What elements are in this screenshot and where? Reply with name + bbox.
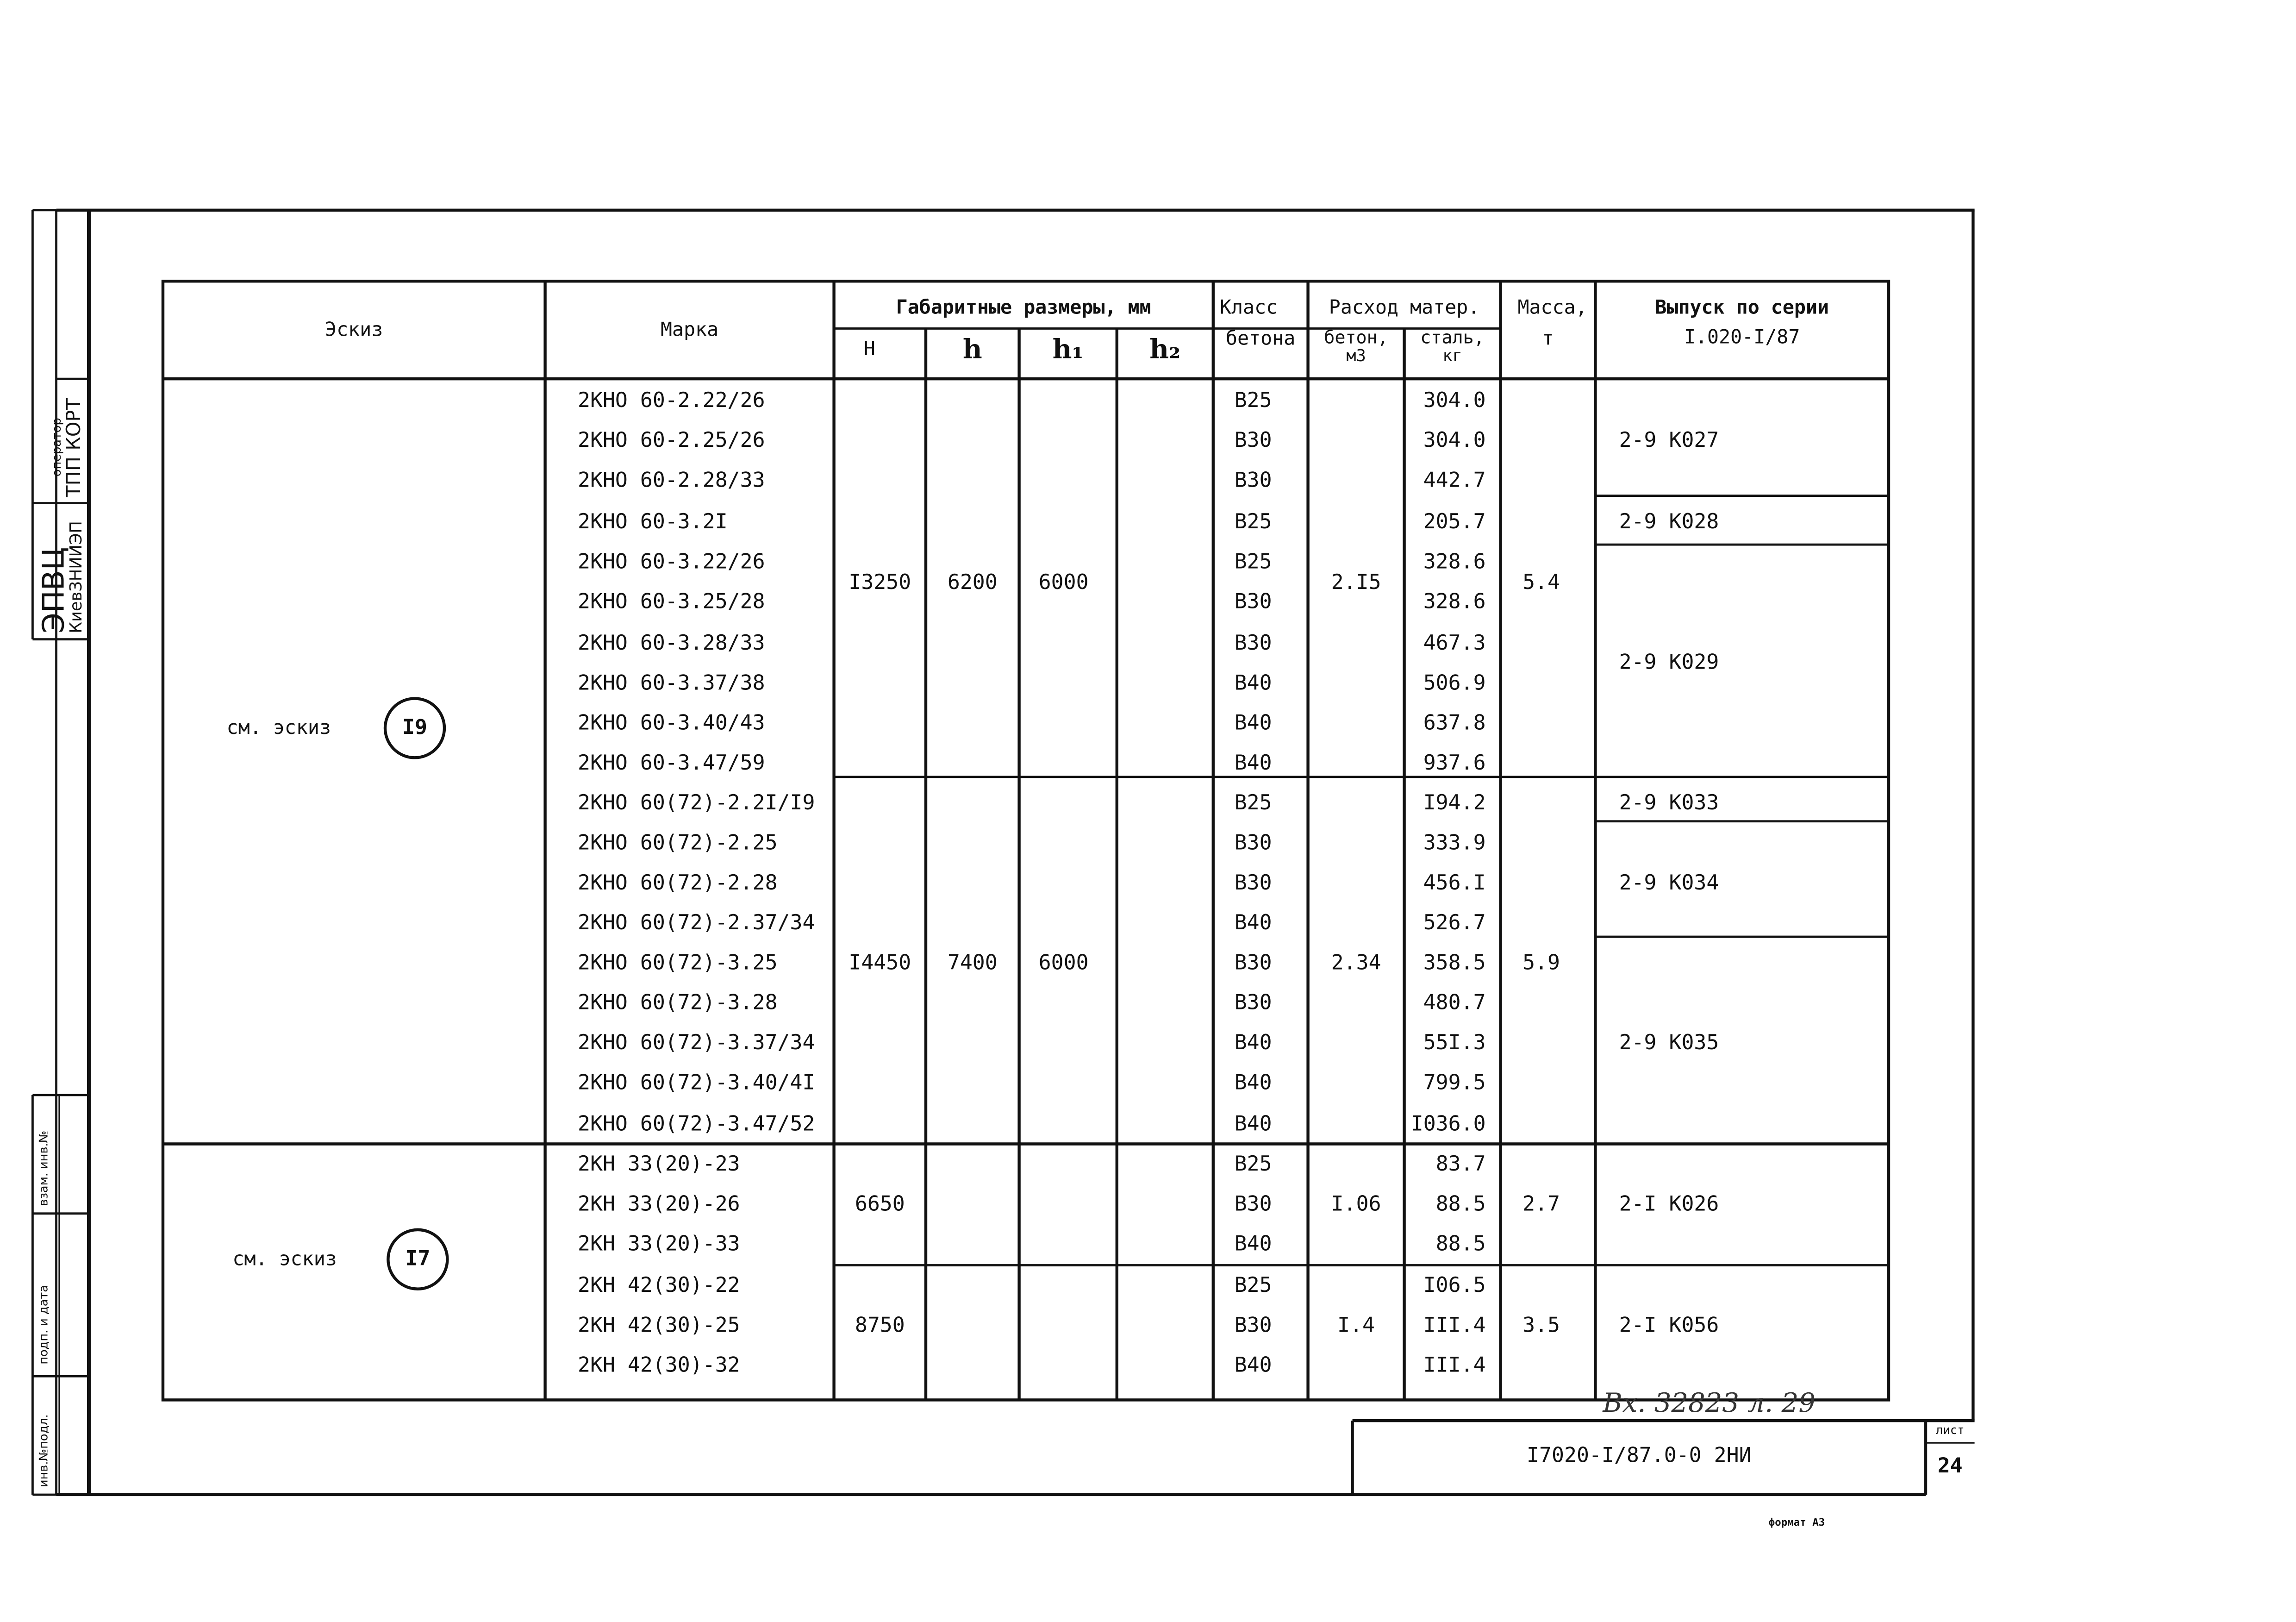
stal-cell: 205.7 — [1423, 510, 1486, 534]
header-beton-unit: м3 — [1346, 346, 1366, 366]
klass-cell: В40 — [1234, 671, 1272, 696]
marka-cell: 2КНО 60-2.22/26 — [578, 389, 765, 413]
format-label: формат А3 — [1768, 1516, 1825, 1529]
marka-cell: 2КН 33(20)-26 — [578, 1192, 740, 1217]
H-cell: 8750 — [855, 1314, 905, 1338]
stamp-inv: инв.№подл. — [37, 1414, 50, 1487]
klass-cell: В40 — [1234, 752, 1272, 776]
klass-cell: В30 — [1234, 1192, 1272, 1217]
marka-cell: 2КНО 60-2.28/33 — [578, 469, 765, 493]
marka-cell: 2КН 33(20)-23 — [578, 1152, 740, 1177]
header-h2: h₂ — [1149, 334, 1181, 366]
klass-cell: В40 — [1234, 1031, 1272, 1055]
stal-cell: I06.5 — [1423, 1274, 1486, 1298]
vypusk-cell: 2-9 К035 — [1619, 1031, 1719, 1055]
handwritten-note: Вх. 32823 л. 29 — [1603, 1388, 1816, 1419]
vypusk-cell: 2-9 К029 — [1619, 651, 1719, 675]
klass-cell: В30 — [1234, 469, 1272, 493]
stal-cell: III.4 — [1423, 1354, 1486, 1378]
vypusk-cell: 2-I К056 — [1619, 1314, 1719, 1338]
header-massa-unit: т — [1542, 328, 1554, 351]
stamp-tpp: ТПП КОРТ — [63, 398, 86, 497]
header-klass: Класс — [1219, 297, 1278, 320]
marka-cell: 2КНО 60(72)-3.25 — [578, 952, 778, 976]
stal-cell: 456.I — [1423, 871, 1486, 896]
stal-cell: 358.5 — [1423, 952, 1486, 976]
massa-cell: 2.7 — [1522, 1192, 1560, 1217]
marka-cell: 2КН 42(30)-32 — [578, 1354, 740, 1378]
stamp-podp: подп. и дата — [37, 1285, 50, 1365]
marka-cell: 2КН 42(30)-22 — [578, 1274, 740, 1298]
marka-cell: 2КНО 60(72)-3.28 — [578, 991, 778, 1015]
klass-cell: В30 — [1234, 429, 1272, 453]
stal-cell: 526.7 — [1423, 911, 1486, 935]
klass-cell: В40 — [1234, 712, 1272, 736]
marka-cell: 2КНО 60(72)-3.37/34 — [578, 1031, 815, 1055]
marka-cell: 2КН 33(20)-33 — [578, 1233, 740, 1257]
klass-cell: В25 — [1234, 510, 1272, 534]
vypusk-cell: 2-9 К028 — [1619, 510, 1719, 534]
stal-cell: 304.0 — [1423, 429, 1486, 453]
sheet-number: 24 — [1937, 1454, 1963, 1478]
header-klass-beton: бетона — [1226, 328, 1296, 351]
header-h: h — [962, 334, 982, 366]
beton-cell: 2.34 — [1331, 952, 1381, 976]
H-cell: I3250 — [849, 571, 911, 595]
stal-cell: I036.0 — [1410, 1113, 1486, 1137]
klass-cell: В40 — [1234, 911, 1272, 935]
header-H: Н — [863, 338, 875, 361]
stamp-institute: КиевЗНИИЭП — [67, 521, 86, 633]
h1-cell: 6000 — [1038, 571, 1089, 595]
marka-cell: 2КНО 60-3.25/28 — [578, 590, 765, 614]
klass-cell: В40 — [1234, 1233, 1272, 1257]
beton-cell: I.4 — [1337, 1314, 1375, 1338]
klass-cell: В30 — [1234, 991, 1272, 1015]
marka-cell: 2КНО 60-3.47/59 — [578, 752, 765, 776]
header-beton: бетон, — [1324, 327, 1388, 348]
massa-cell: 3.5 — [1522, 1314, 1560, 1338]
beton-cell: 2.I5 — [1331, 571, 1381, 595]
vypusk-cell: 2-9 К033 — [1619, 791, 1719, 815]
stal-cell: 304.0 — [1423, 389, 1486, 413]
klass-cell: В30 — [1234, 832, 1272, 856]
document-code: I7020-I/87.0-0 2НИ — [1527, 1444, 1752, 1468]
stal-cell: 799.5 — [1423, 1071, 1486, 1096]
header-seria: I.020-I/87 — [1684, 327, 1800, 350]
massa-cell: 5.9 — [1522, 952, 1560, 976]
klass-cell: В40 — [1234, 1354, 1272, 1378]
marka-cell: 2КНО 60-2.25/26 — [578, 429, 765, 453]
stal-cell: I94.2 — [1423, 791, 1486, 815]
stamp-vzam: взам. инв.№ — [37, 1130, 50, 1206]
marka-cell: 2КНО 60-3.37/38 — [578, 671, 765, 696]
klass-cell: В25 — [1234, 389, 1272, 413]
klass-cell: В25 — [1234, 1152, 1272, 1177]
stal-cell: 88.5 — [1435, 1192, 1486, 1217]
stal-cell: 637.8 — [1423, 712, 1486, 736]
beton-cell: I.06 — [1331, 1192, 1381, 1217]
stal-cell: 333.9 — [1423, 832, 1486, 856]
klass-cell: В30 — [1234, 871, 1272, 896]
marka-cell: 2КН 42(30)-25 — [578, 1314, 740, 1338]
H-cell: I4450 — [849, 952, 911, 976]
marka-cell: 2КНО 60-3.22/26 — [578, 550, 765, 575]
eskiz-text-2: см. эскиз — [232, 1249, 337, 1271]
klass-cell: В25 — [1234, 1274, 1272, 1298]
eskiz-number-1: I9 — [384, 697, 446, 759]
header-eskiz: Эскиз — [325, 319, 383, 342]
h-cell: 7400 — [947, 952, 998, 976]
marka-cell: 2КНО 60(72)-2.25 — [578, 832, 778, 856]
klass-cell: В30 — [1234, 590, 1272, 614]
marka-cell: 2КНО 60(72)-3.47/52 — [578, 1113, 815, 1137]
massa-cell: 5.4 — [1522, 571, 1560, 595]
klass-cell: В30 — [1234, 1314, 1272, 1338]
marka-cell: 2КНО 60(72)-2.2I/I9 — [578, 791, 815, 815]
stal-cell: III.4 — [1423, 1314, 1486, 1338]
stal-cell: 467.3 — [1423, 632, 1486, 656]
stal-cell: 328.6 — [1423, 590, 1486, 614]
klass-cell: В25 — [1234, 791, 1272, 815]
klass-cell: В25 — [1234, 550, 1272, 575]
header-stal-unit: кг — [1442, 346, 1462, 366]
header-h1: h₁ — [1052, 334, 1084, 366]
header-massa: Масса, — [1517, 297, 1587, 320]
vypusk-cell: 2-9 К034 — [1619, 871, 1719, 896]
stal-cell: 88.5 — [1435, 1233, 1486, 1257]
stal-cell: 937.6 — [1423, 752, 1486, 776]
H-cell: 6650 — [855, 1192, 905, 1217]
klass-cell: В40 — [1234, 1071, 1272, 1096]
marka-cell: 2КНО 60(72)-2.28 — [578, 871, 778, 896]
stal-cell: 55I.3 — [1423, 1031, 1486, 1055]
klass-cell: В30 — [1234, 952, 1272, 976]
header-vypusk: Выпуск по серии — [1655, 297, 1829, 320]
header-stal: сталь, — [1420, 327, 1485, 348]
klass-cell: В30 — [1234, 632, 1272, 656]
h1-cell: 6000 — [1038, 952, 1089, 976]
sheet-label: лист — [1935, 1423, 1965, 1437]
header-marka: Марка — [660, 319, 719, 342]
marka-cell: 2КНО 60(72)-3.40/4I — [578, 1071, 815, 1096]
klass-cell: В40 — [1234, 1113, 1272, 1137]
eskiz-number-2: I7 — [387, 1228, 449, 1290]
marka-cell: 2КНО 60-3.2I — [578, 510, 728, 534]
stamp-operator: оператор — [50, 418, 64, 477]
vypusk-cell: 2-I К026 — [1619, 1192, 1719, 1217]
header-rashod: Расход матер. — [1329, 297, 1480, 320]
header-gabarit: Габаритные размеры, мм — [896, 297, 1151, 320]
vypusk-cell: 2-9 К027 — [1619, 429, 1719, 453]
stamp-org: ЭПВЦ — [35, 547, 71, 633]
stal-cell: 442.7 — [1423, 469, 1486, 493]
marka-cell: 2КНО 60-3.28/33 — [578, 632, 765, 656]
h-cell: 6200 — [947, 571, 998, 595]
stal-cell: 506.9 — [1423, 671, 1486, 696]
stal-cell: 328.6 — [1423, 550, 1486, 575]
marka-cell: 2КНО 60(72)-2.37/34 — [578, 911, 815, 935]
stal-cell: 480.7 — [1423, 991, 1486, 1015]
stal-cell: 83.7 — [1435, 1152, 1486, 1177]
eskiz-text-1: см. эскиз — [226, 718, 331, 740]
marka-cell: 2КНО 60-3.40/43 — [578, 712, 765, 736]
